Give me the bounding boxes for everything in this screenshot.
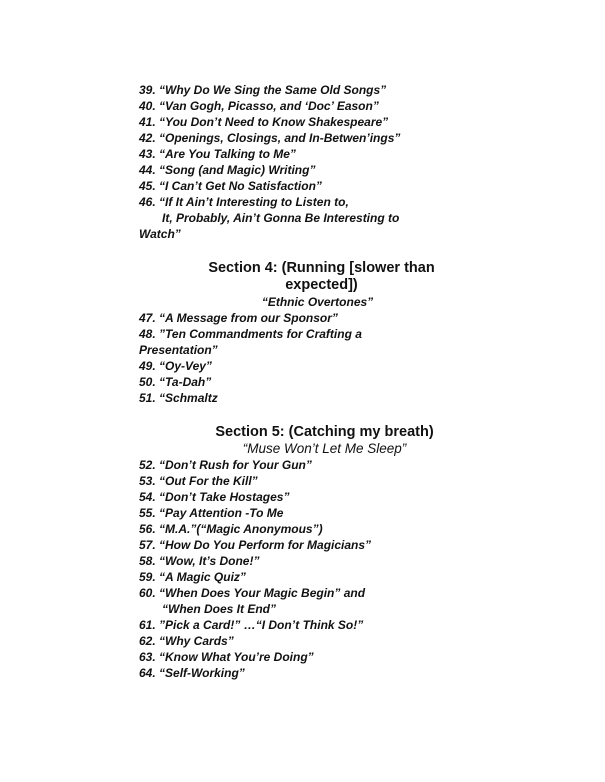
toc-item: 53. “Out For the Kill”: [139, 474, 258, 488]
toc-item: 60. “When Does Your Magic Begin” and: [139, 586, 366, 600]
toc-item: 48. ”Ten Commandments for Crafting a: [139, 327, 362, 341]
toc-item: 42. “Openings, Closings, and In-Betwen’ings”: [139, 131, 401, 145]
toc-item: 61. ”Pick a Card!” …“I Don’t Think So!”: [139, 618, 364, 632]
toc-item: 50. “Ta-Dah”: [139, 375, 212, 389]
toc-item: 54. “Don’t Take Hostages”: [139, 490, 290, 504]
toc-item: 41. “You Don’t Need to Know Shakespeare”: [139, 115, 389, 129]
toc-item-continuation: It, Probably, Ain’t Gonna Be Interesting to: [162, 211, 400, 225]
toc-item: 63. “Know What You’re Doing”: [139, 650, 314, 664]
toc-item: 47. “A Message from our Sponsor”: [139, 311, 338, 325]
toc-item: 58. “Wow, It’s Done!”: [139, 554, 260, 568]
section-4-subtitle: “Ethnic Overtones”: [261, 295, 374, 309]
toc-item: 44. “Song (and Magic) Writing”: [139, 163, 316, 177]
toc-item: 43. “Are You Talking to Me”: [139, 147, 296, 161]
toc-item: 59. “A Magic Quiz”: [139, 570, 246, 584]
toc-item: 52. “Don’t Rush for Your Gun”: [139, 458, 312, 472]
toc-item: 51. “Schmaltz: [139, 391, 218, 405]
section-4-title-continuation: expected]): [285, 277, 358, 293]
section-5-title: Section 5: (Catching my breath): [215, 424, 434, 440]
toc-item: 56. “M.A.”(“Magic Anonymous”): [139, 522, 323, 536]
toc-item: 55. “Pay Attention -To Me: [139, 506, 284, 520]
toc-item: 46. “If It Ain’t Interesting to Listen to,: [139, 195, 349, 209]
section-4-title: Section 4: (Running [slower than: [208, 260, 435, 276]
toc-item: 49. “Oy-Vey”: [139, 359, 212, 373]
toc-item: 57. “How Do You Perform for Magicians”: [139, 538, 372, 552]
toc-item: 62. “Why Cards”: [139, 634, 234, 648]
toc-item-continuation: “When Does It End”: [162, 602, 276, 616]
toc-item: 39. “Why Do We Sing the Same Old Songs”: [139, 83, 387, 97]
toc-item: 40. “Van Gogh, Picasso, and ‘Doc’ Eason”: [139, 99, 379, 113]
toc-item-continuation: Presentation”: [139, 343, 218, 357]
section-5-subtitle: “Muse Won’t Let Me Sleep”: [242, 441, 407, 456]
toc-item-continuation: Watch”: [139, 227, 181, 241]
toc-item: 64. “Self-Working”: [139, 666, 245, 680]
toc-item: 45. “I Can’t Get No Satisfaction”: [139, 179, 322, 193]
